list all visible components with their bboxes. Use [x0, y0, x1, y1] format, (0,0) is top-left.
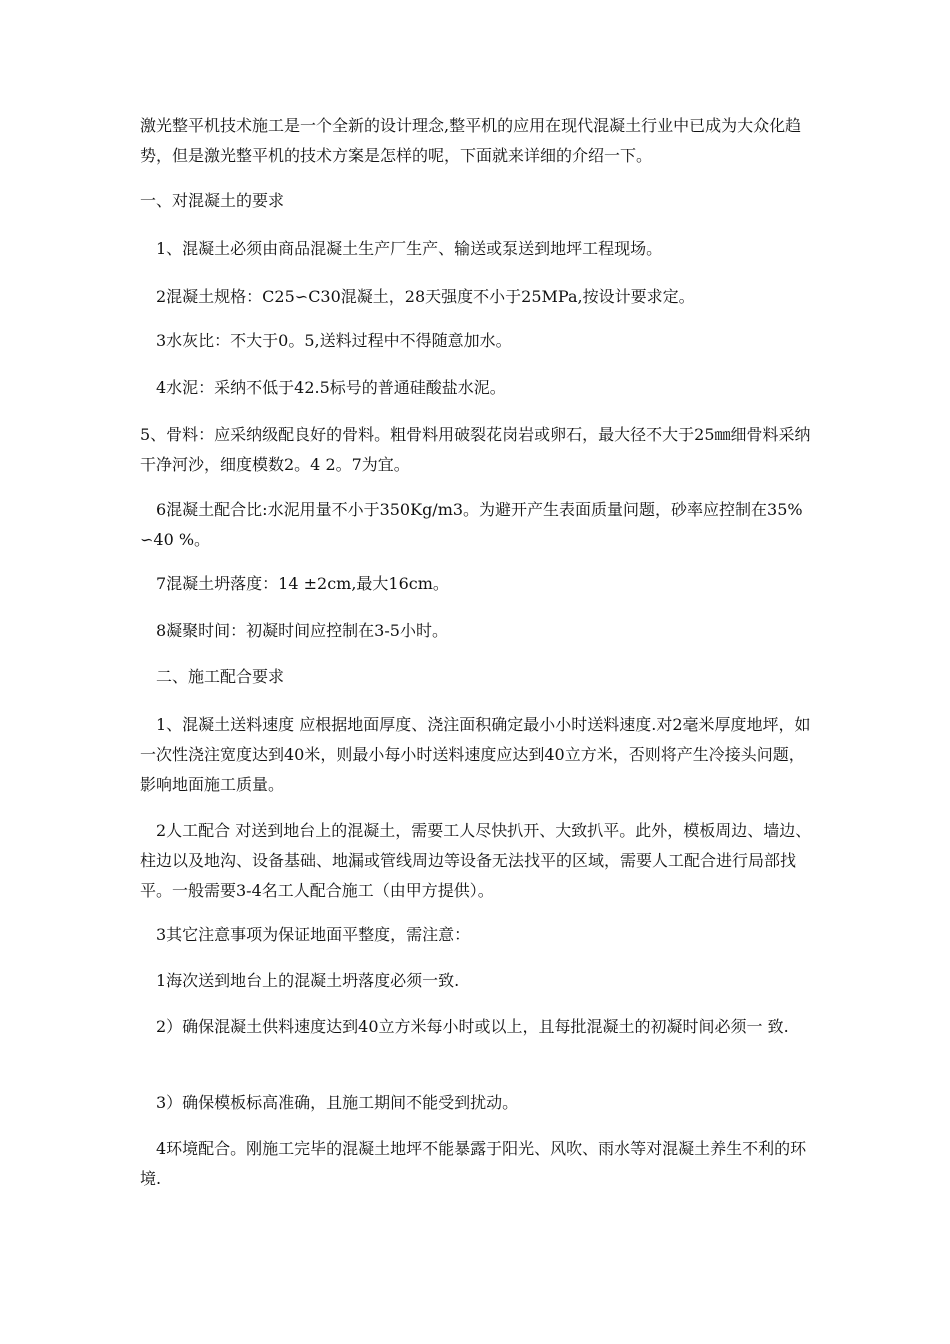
section-heading-construction-cooperation: 二、施工配合要求: [140, 667, 285, 686]
note-item-2: 2）确保混凝土供料速度达到40立方米每小时或以上，且每批混凝土的初凝时间必须一 致.: [140, 1017, 789, 1036]
requirement-item-4: 4水泥：采纳不低于42.5标号的普通硅酸盐水泥。: [140, 378, 506, 397]
section-heading-concrete-requirements: 一、对混凝土的要求: [140, 191, 285, 210]
requirement-item-1: 1、混凝土必须由商品混凝土生产厂生产、输送或泵送到地坪工程现场。: [140, 239, 663, 258]
requirement-item-5: 5、骨料：应采纳级配良好的骨料。粗骨料用破裂花岗岩或卵石，最大径不大于25㎜细骨料采纳干净河沙，细度模数2。4 2。7为宜。: [140, 425, 811, 474]
requirement-item-2: 2混凝土规格：C25∽C30混凝土，28天强度不小于25MPa,按设计要求定。: [140, 287, 695, 306]
note-item-3: 3）确保模板标高准确，且施工期间不能受到扰动。: [140, 1093, 519, 1112]
requirement-item-6: 6混凝土配合比:水泥用量不小于350Kg/m3。为避开产生表面质量问题，砂率应控制在35%∽40 %。: [140, 500, 803, 549]
cooperation-item-2: 2人工配合 对送到地台上的混凝土，需要工人尽快扒开、大致扒平。此外，模板周边、墙边、柱边以及地沟、设备基础、地漏或管线周边等设备无法找平的区域，需要人工配合进行局部找平。一般需要3-4名工人配合施工（由甲方提供）。: [140, 821, 812, 900]
requirement-item-3: 3水灰比：不大于0。5,送料过程中不得随意加水。: [140, 331, 512, 350]
requirement-item-7: 7混凝土坍落度：14 ±2cm,最大16cm。: [140, 574, 449, 593]
note-item-1: 1海次送到地台上的混凝土坍落度必须一致.: [140, 971, 460, 990]
cooperation-item-1: 1、混凝土送料速度 应根据地面厚度、浇注面积确定最小小时送料速度.对2毫米厚度地坪，如一次性浇注宽度达到40米，则最小每小时送料速度应达到40立方米，否则将产生冷接头问题，影响地面施工质量。: [140, 715, 811, 794]
cooperation-item-3: 3其它注意事项为保证地面平整度，需注意：: [140, 925, 471, 944]
cooperation-item-4: 4环境配合。刚施工完毕的混凝土地坪不能暴露于阳光、风吹、雨水等对混凝土养生不利的环境.: [140, 1139, 807, 1188]
intro-paragraph: 激光整平机技术施工是一个全新的设计理念,整平机的应用在现代混凝土行业中已成为大众化趋势，但是激光整平机的技术方案是怎样的呢，下面就来详细的介绍一下。: [140, 116, 802, 165]
requirement-item-8: 8凝聚时间：初凝时间应控制在3-5小时。: [140, 621, 448, 640]
